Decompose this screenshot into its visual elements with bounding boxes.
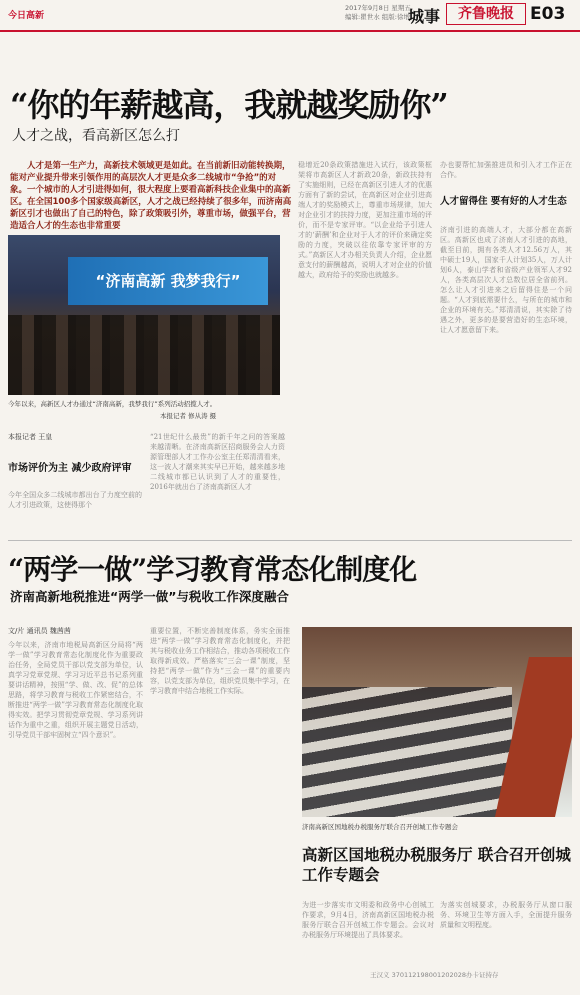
newspaper-logo: 齐鲁晚报 bbox=[446, 3, 526, 25]
story1-subhead-ecology: 人才留得住 要有好的人才生态 bbox=[440, 196, 567, 207]
story2-photo bbox=[302, 627, 572, 817]
story1-subhead-market: 市场评价为主 减少政府评审 bbox=[8, 463, 132, 474]
photo-audience bbox=[8, 315, 280, 395]
story-divider bbox=[8, 540, 572, 541]
story1-photo bbox=[8, 235, 280, 395]
story1-body-col2: “21世纪什么最贵”的新千年之问的答案越来越清晰。在济南高新区招商服务会人力资源管理部人才工作办公室主任郑清清看来，这一波人才潮来其实早已开始，越来越多地二线城市都已认识到了人才的重要性，2016年就出台了济南高新区人才 bbox=[150, 433, 285, 491]
section-tag: 今日高新 bbox=[8, 11, 45, 21]
story2-subhead: 济南高新地税推进“两学一做”与税收工作深度融合 bbox=[10, 589, 289, 604]
issue-date: 2017年9月8日 星期五 bbox=[345, 4, 411, 12]
page-footer: 王汉义 370112198001202028办卡证持存 bbox=[370, 971, 499, 979]
page-number: E03 bbox=[530, 4, 566, 24]
story1-body-col3: 稳增近20条政策措施进入试行，该政策框架将市高新区人才新政20条，新政扶持有了实施细则，已经在高新区引进人才的优惠方面有了新的尝试，在高新区对企业引进高端人才的奖励模式上，尊重市场规律，加大对企业引才的扶持力度，更加注重市场的评价，而不是专家评审。“以企业给予引进人才的‘薪酬’和企业对于人才的评价来确定奖励的力度，突破以往依靠专家评审的方式。”高新区人才办相关负责人介绍，企业愿意支付的薪酬越高，说明人才对企业的价值越大，政府给予的奖励也就越多。 bbox=[298, 161, 432, 279]
story1-subhead: 人才之战，看高新区怎么打 bbox=[12, 128, 180, 144]
story2-byline: 文/片 通讯员 魏茜茜 bbox=[8, 627, 71, 635]
photo-meeting-rows bbox=[302, 687, 512, 817]
story1-photo-credit: 本报记者 修从涛 摄 bbox=[160, 412, 217, 420]
story1-byline: 本报记者 王皇 bbox=[8, 433, 53, 441]
story1-lead: 人才是第一生产力，高新技术领域更是如此。在当前新旧动能转换期，能对产业提升带来引领作用的高层次人才更是众多二线城市“争抢”的对象。一个城市的人才引进得如何，很大程度上要看高新科技企业集中的高新区。在全国100多个国家级高新区，人才之战已经持续了很多年，而济南高新区引才也做出了自己的特色，除了政策吸引外，尊重市场，做强平台，营造适合人才的生态也非常重要 bbox=[10, 161, 292, 231]
story1-body-col1: 今年全国众多二线城市都出台了力度空前的人才引进政策，这使得那个 bbox=[8, 491, 142, 509]
story2-body-col1: 今年以来，济南市地税局高新区分局将“两学一做”学习教育常态化制度化作为重要政治任务，全局党员干部以党支部为单位，认真学习党章党规、学习习近平总书记系列重要讲话精神，按照“学、做、改、促”的总体思路，将学习教育与税收工作紧密结合，不断推进“两学一做”学习教育常态化制度化取得实效。把学习贯彻党章党规、学习系列讲话作为重中之重，组织开展主题党日活动，引导党员干部牢固树立“四个意识”。 bbox=[8, 641, 143, 739]
story2-body-col2: 重要位置，不断完善制度体系，务实全面推进“两学一做”学习教育常态化制度化，并把其与税收业务工作相结合，推动各项税收工作取得新成效。严格落实“三会一课”制度，坚持把“两学一做”作为“三会一课”的重要内容，以党支部为单位，组织党员集中学习，在学习教育中结合地税工作实际。 bbox=[150, 627, 290, 695]
section-title: 城事 bbox=[408, 7, 441, 26]
story2-subhead-meeting: 高新区国地税办税服务厅 联合召开创城工作专题会 bbox=[302, 846, 571, 884]
editors-credit: 编辑:瞿世水 组版:徐增 bbox=[345, 13, 410, 21]
story2-body-col4: 为落实创城要求，办税服务厅从窗口服务、环境卫生等方面入手，全面提升服务质量和文明程度。 bbox=[440, 901, 572, 929]
header-rule bbox=[0, 30, 580, 32]
story2-photo-caption: 济南高新区国地税办税服务厅联合召开创城工作专题会 bbox=[302, 823, 458, 831]
photo-banner-text: “济南高新 我梦我行” bbox=[68, 257, 268, 305]
story1-headline: “你的年薪越高，我就越奖励你” bbox=[10, 86, 448, 124]
story2-body-col3: 为进一步落实市文明委和政务中心创城工作要求，9月4日，济南高新区国地税办税服务厅联合召开创城工作专题会。会议对办税服务厅环境提出了具体要求。 bbox=[302, 901, 434, 939]
story1-body-col4: 济南引进的高端人才，大部分都在高新区。高新区也成了济南人才引进的高地，截至目前，拥有各类人才12.56万人，其中硕士19人，国家千人计划35人，万人计划6人，泰山学者和省级产业领军人才92人，各类高层次人才总数位居全省前列。怎么让人才引进来之后留得住是一个问题。“人才到底需要什么，与所在的城市和企业的环境有关。”郑清清说，其实除了待遇之外，更多的是要营造好的生态环境，让人才愿意留下来。 bbox=[440, 226, 572, 334]
story2-headline: “两学一做”学习教育常态化制度化 bbox=[8, 553, 417, 586]
story1-body-col4-top: 办也要帮忙加强推进员和引入才工作正在合作。 bbox=[440, 161, 572, 179]
story1-photo-caption: 今年以来，高新区人才办通过“济南高新，我梦我行”系列活动招揽人才。 bbox=[8, 400, 217, 408]
